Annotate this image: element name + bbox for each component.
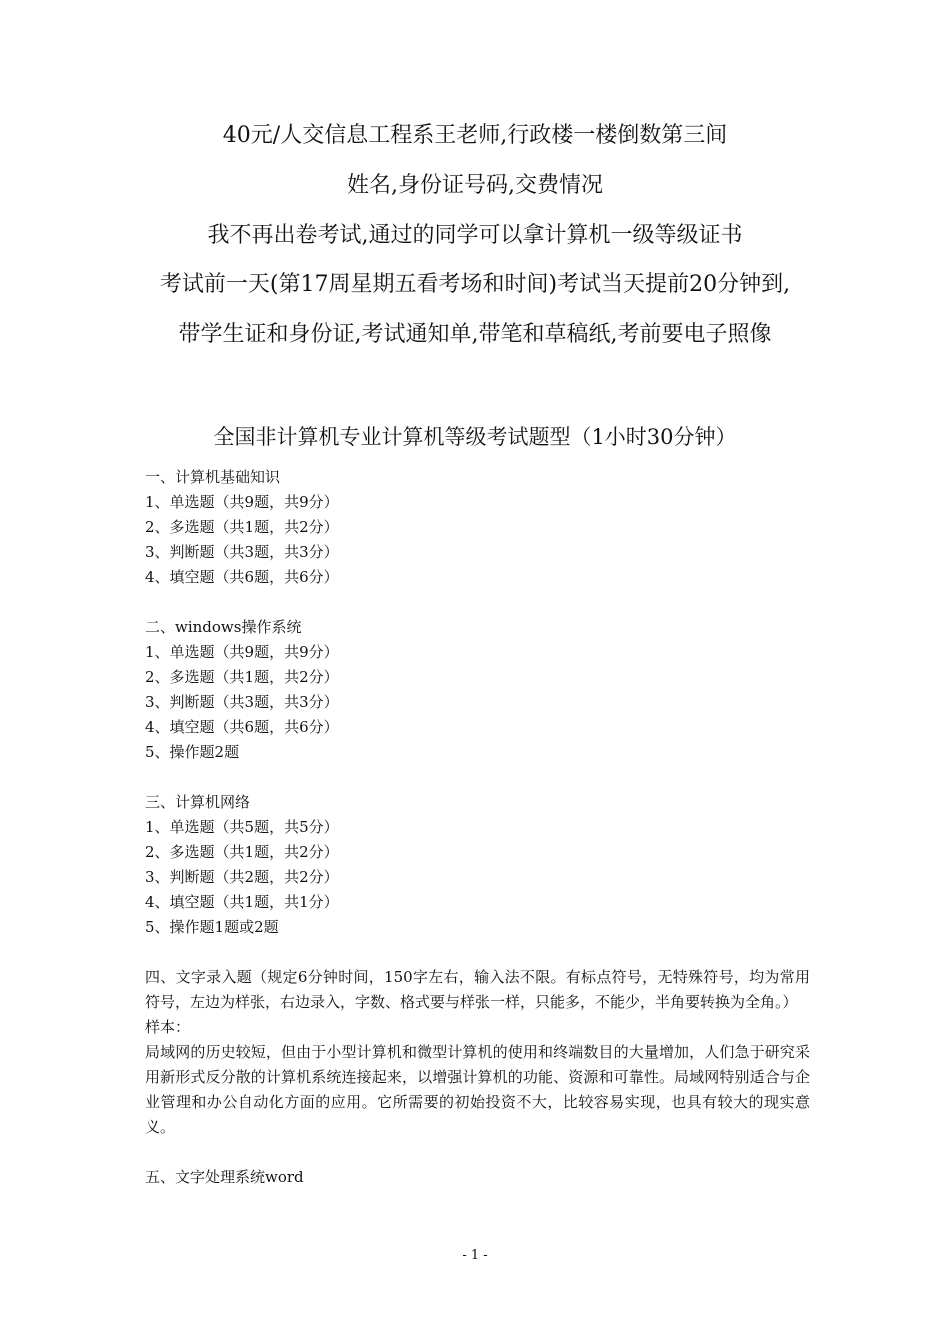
notice-line-1: 40元/人交信息工程系王老师,行政楼一楼倒数第三间	[222, 123, 728, 148]
list-item: 2、多选题（共1题，共2分）	[145, 843, 339, 861]
section-heading: 三、计算机网络	[145, 793, 251, 811]
list-item: 4、填空题（共1题，共1分）	[145, 893, 339, 911]
exam-content	[145, 465, 810, 1190]
section-heading: 二、windows操作系统	[145, 618, 302, 636]
notice-line-3: 我不再出卷考试,通过的同学可以拿计算机一级等级证书	[207, 223, 743, 248]
list-item: 3、判断题（共3题，共3分）	[145, 543, 339, 561]
section-heading: 一、计算机基础知识	[145, 468, 281, 486]
list-item: 4、填空题（共6题，共6分）	[145, 718, 339, 736]
section-heading: 五、文字处理系统word	[145, 1168, 304, 1186]
list-item: 1、单选题（共9题，共9分）	[145, 493, 339, 511]
notice-line-2: 姓名,身份证号码,交费情况	[347, 173, 603, 198]
notice-line-4: 考试前一天(第17周星期五看考场和时间)考试当天提前20分钟到,	[159, 272, 791, 297]
sample-paragraph: 局域网的历史较短，但由于小型计算机和微型计算机的使用和终端数目的大量增加，人们急于研究采用新形式反分散的计算机系统连接起来，以增强计算机的功能、资源和可靠性。局域网特别适合与企业管理和办公自动化方面的应用。它所需要的初始投资不大，比较容易实现，也具有较大的现实意义。	[145, 1043, 810, 1136]
notice-line-5: 带学生证和身份证,考试通知单,带笔和草稿纸,考前要电子照像	[178, 322, 772, 347]
sample-label: 样本：	[145, 1018, 191, 1036]
list-item: 1、单选题（共9题，共9分）	[145, 643, 339, 661]
list-item: 2、多选题（共1题，共2分）	[145, 668, 339, 686]
page-number: - 1 -	[462, 1248, 488, 1263]
section-heading: 四、文字录入题（规定6分钟时间，150字左右，输入法不限。有标点符号，无特殊符号，均为常用符号，左边为样张，右边录入，字数、格式要与样张一样，只能多，不能少，半角要转换为全角。）	[145, 968, 810, 1011]
list-item: 3、判断题（共3题，共3分）	[145, 693, 339, 711]
exam-title: 全国非计算机专业计算机等级考试题型（1小时30分钟）	[213, 425, 737, 449]
list-item: 1、单选题（共5题，共5分）	[145, 818, 339, 836]
list-item: 4、填空题（共6题，共6分）	[145, 568, 339, 586]
list-item: 5、操作题1题或2题	[145, 918, 279, 936]
list-item: 3、判断题（共2题，共2分）	[145, 868, 339, 886]
list-item: 2、多选题（共1题，共2分）	[145, 518, 339, 536]
list-item: 5、操作题2题	[145, 743, 240, 761]
